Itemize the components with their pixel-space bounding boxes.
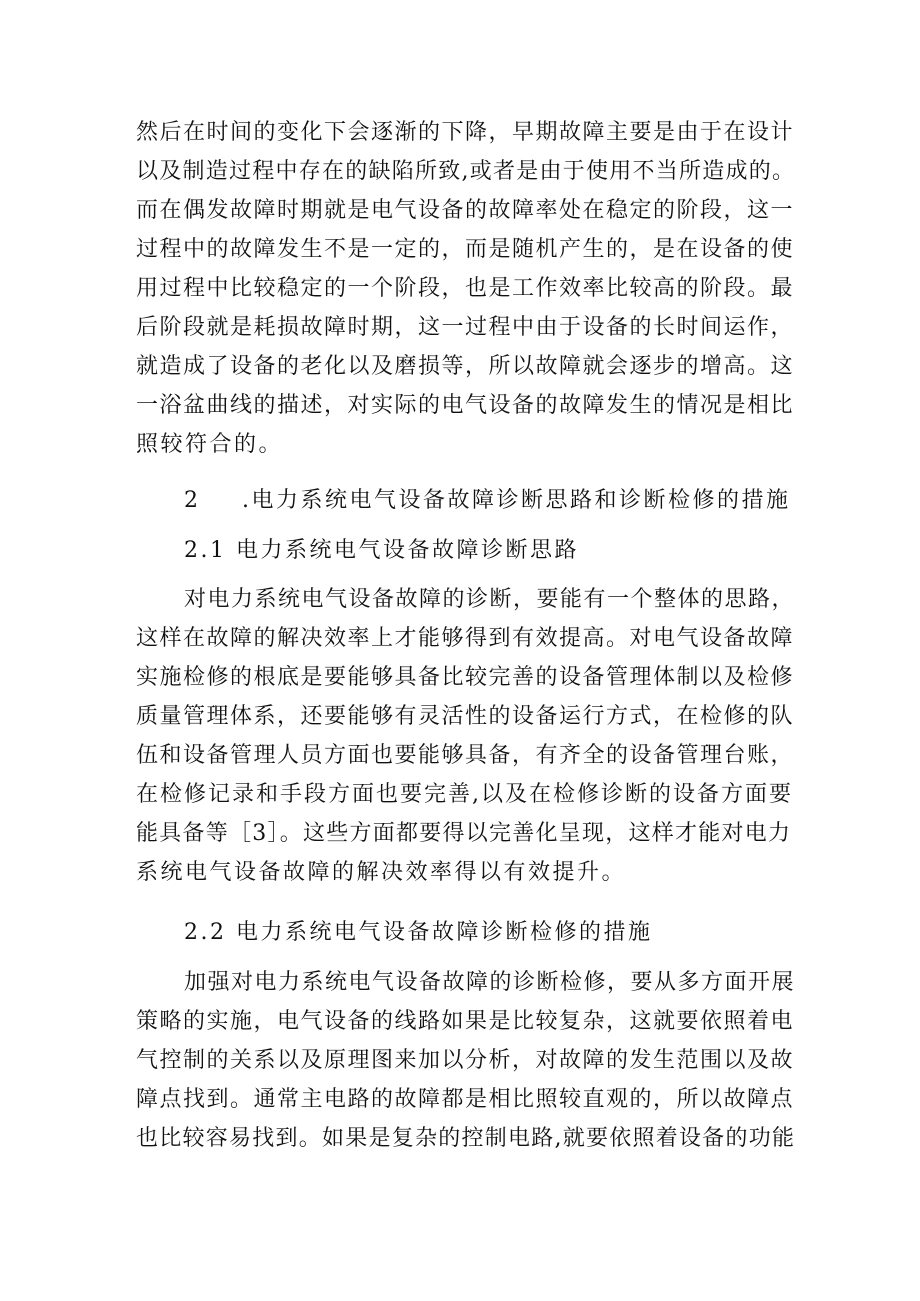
paragraph-1-line: 后阶段就是耗损故障时期，这一过程中由于设备的长时间运作，	[136, 315, 795, 340]
paragraph-1-line: 一浴盆曲线的描述，对实际的电气设备的故障发生的情况是相比	[136, 393, 795, 418]
paragraph-1-line: 以及制造过程中存在的缺陷所致,或者是由于使用不当所造成的。	[136, 159, 796, 184]
section-heading-2	[184, 486, 844, 516]
paragraph-1-line: 然后在时间的变化下会逐渐的下降，早期故障主要是由于在设计	[136, 120, 795, 145]
paragraph-2-line: 在检修记录和手段方面也要完善,以及在检修诊断的设备方面要	[136, 782, 793, 807]
paragraph-2-line: 对电力系统电气设备故障的诊断，要能有一个整体的思路，	[184, 587, 796, 612]
paragraph-1-line: 照较符合的。	[136, 432, 284, 457]
paragraph-2-line: 质量管理体系，还要能够有灵活性的设备运行方式，在检修的队	[136, 704, 795, 729]
paragraph-1-line: 用过程中比较稳定的一个阶段，也是工作效率比较高的阶段。最	[136, 276, 795, 301]
paragraph-1-line: 就造成了设备的老化以及磨损等，所以故障就会逐步的增高。这	[136, 354, 795, 379]
paragraph-2-line: 这样在故障的解决效率上才能够得到有效提高。对电气设备故障	[136, 626, 795, 651]
paragraph-3-line: 也比较容易找到。如果是复杂的控制电路,就要依照着设备的功能	[136, 1126, 796, 1151]
paragraph-1-line: 过程中的故障发生不是一定的，而是随机产生的，是在设备的使	[136, 237, 795, 262]
paragraph-3-line: 障点找到。通常主电路的故障都是相比照较直观的，所以故障点	[136, 1087, 795, 1112]
paragraph-2-line: 实施检修的根底是要能够具备比较完善的设备管理体制以及检修	[136, 665, 795, 690]
paragraph-1-line: 而在偶发故障时期就是电气设备的故障率处在稳定的阶段，这一	[136, 198, 795, 223]
paragraph-2-line: 能具备等［3］。这些方面都要得以完善化呈现，这样才能对电力	[136, 821, 792, 846]
paragraph-2-line: 系统电气设备故障的解决效率得以有效提升。	[136, 860, 627, 885]
paragraph-2-line: 伍和设备管理人员方面也要能够具备，有齐全的设备管理台账，	[136, 743, 795, 768]
paragraph-3-line: 气控制的关系以及原理图来加以分析，对故障的发生范围以及故	[136, 1048, 795, 1073]
paragraph-3-line: 策略的实施，电气设备的线路如果是比较复杂，这就要依照着电	[136, 1009, 795, 1034]
section-number: 2	[184, 488, 201, 513]
paragraph-3-line: 加强对电力系统电气设备故障的诊断检修，要从多方面开展	[184, 970, 796, 995]
subsection-heading-2-1: 2.1 电力系统电气设备故障诊断思路	[184, 538, 579, 563]
subsection-heading-2-2: 2.2 电力系统电气设备故障诊断检修的措施	[184, 920, 653, 945]
section-title: .电力系统电气设备故障诊断思路和诊断检修的措施	[242, 488, 791, 513]
